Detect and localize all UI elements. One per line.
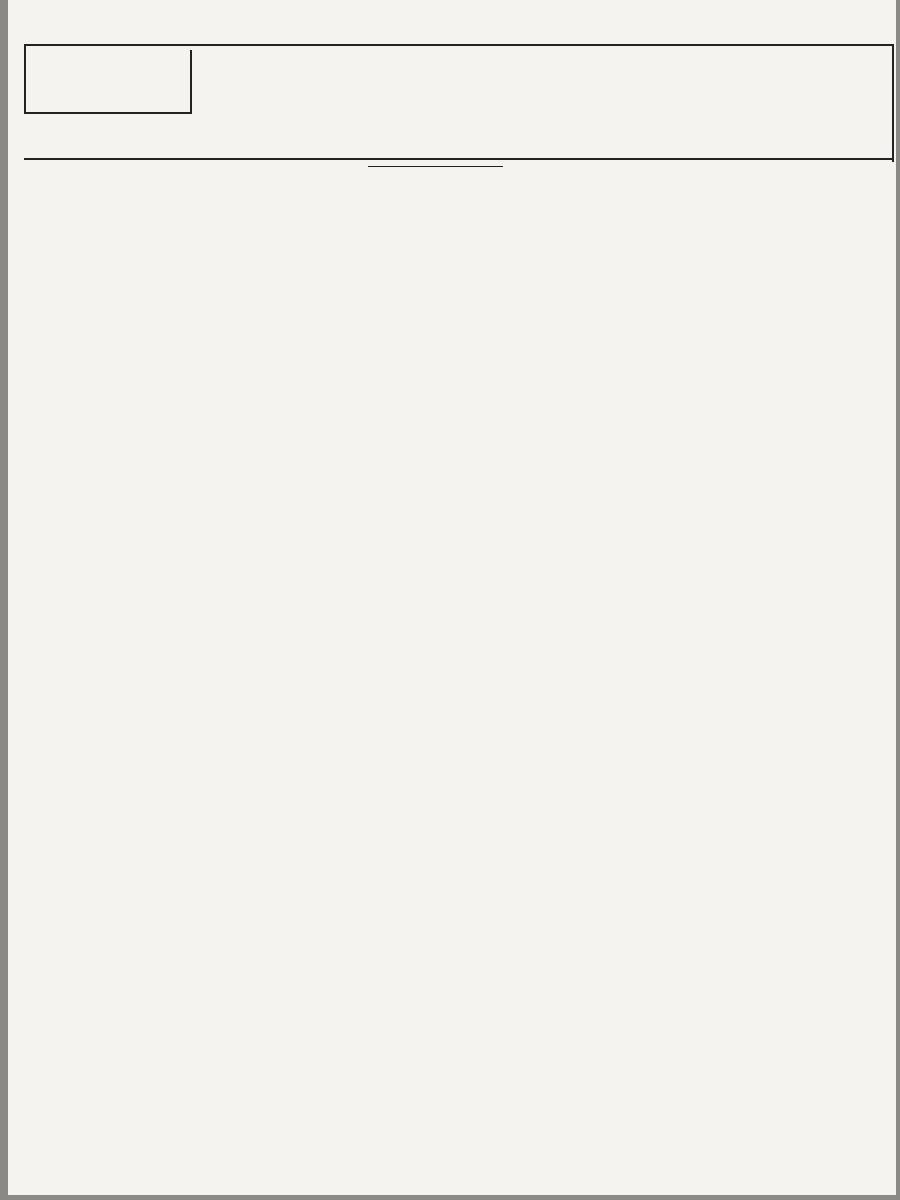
table-border <box>190 50 192 114</box>
table-border <box>24 44 894 46</box>
table-border <box>24 44 26 114</box>
table-border <box>892 44 894 162</box>
underline <box>368 166 503 167</box>
table-border <box>24 112 192 114</box>
table-border <box>24 158 894 160</box>
document-page <box>8 0 896 1195</box>
